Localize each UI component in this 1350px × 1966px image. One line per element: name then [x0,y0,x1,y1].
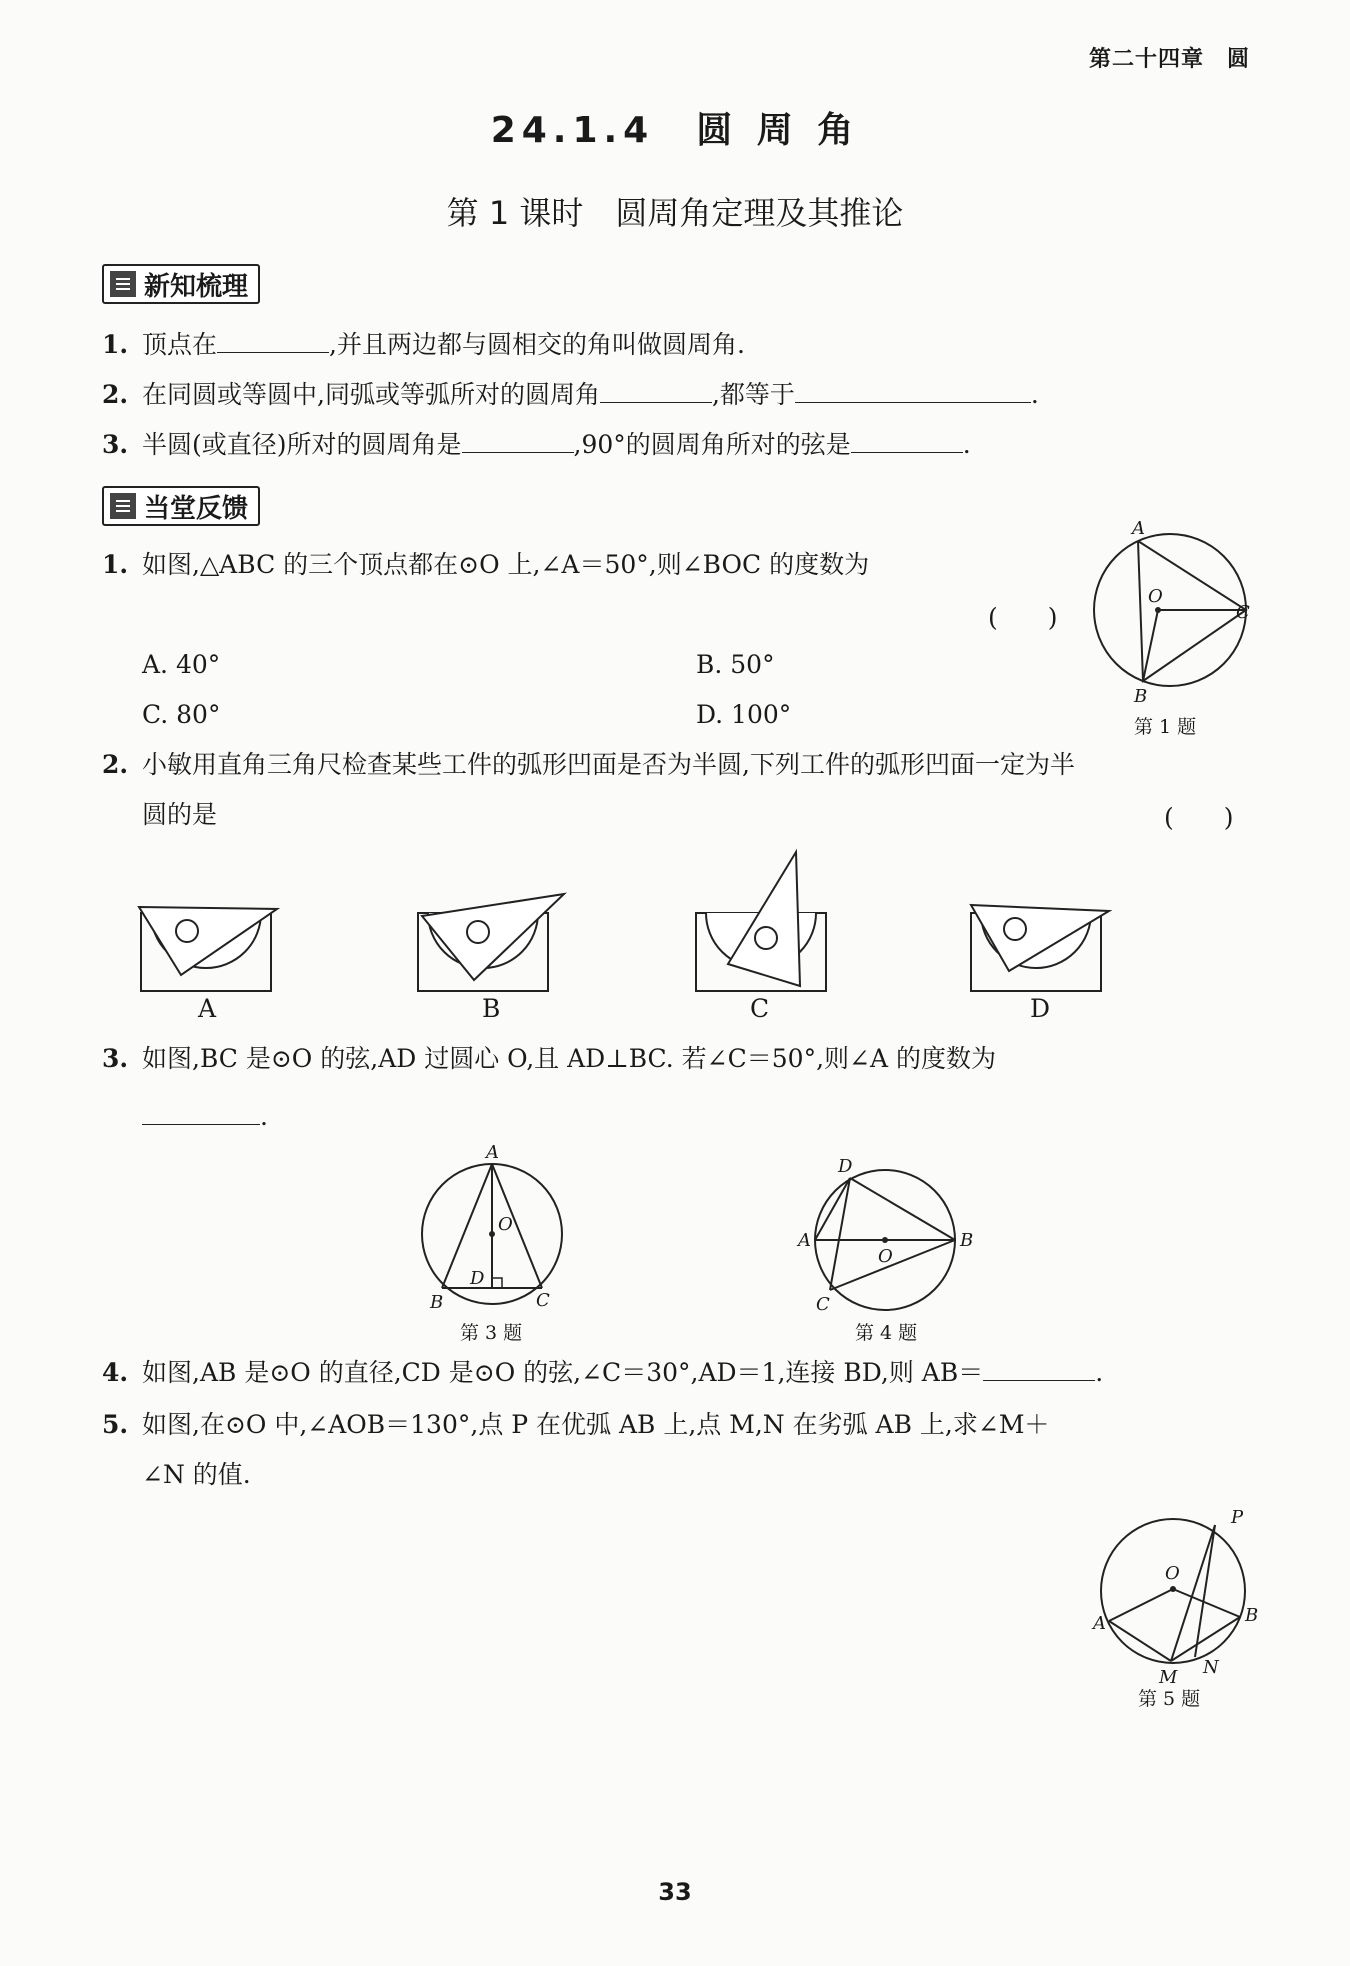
question-3 [102,1042,996,1076]
figure-q1 [1080,520,1260,720]
caption-q3: 第 3 题 [460,1322,523,1344]
caption-q1: 第 1 题 [1134,716,1197,738]
question-5-line-2: ∠N 的值. [142,1460,251,1489]
label-p: P [1231,1507,1244,1528]
label-d: D [470,1268,485,1289]
question-text: 如图,△ABC 的三个顶点都在⊙O 上,∠A＝50°,则∠BOC 的度数为 [142,550,870,579]
book-icon [110,271,136,297]
item-number: 3. [102,430,129,459]
question-3-answer [142,1100,268,1134]
answer-paren[interactable]: ( ) [988,603,1058,632]
label-b: B [960,1230,974,1251]
item-text: 在同圆或等圆中,同弧或等弧所对的圆周角 [142,380,600,409]
question-text: 如图,AB 是⊙O 的直径,CD 是⊙O 的弦,∠C＝30°,AD＝1,连接 BD,则 AB＝ [142,1358,984,1387]
question-number: 5. [102,1410,129,1439]
answer-blank[interactable] [600,378,712,403]
item-text: . [1030,380,1039,409]
figure-q5 [1085,1505,1265,1690]
label-figure-b: B [482,994,501,1023]
label-a: A [1093,1613,1106,1634]
figure-q2-d [965,895,1115,995]
label-o: O [1148,586,1163,607]
section-knowledge-label: 新知梳理 [144,271,249,302]
pencil-icon [110,493,136,519]
label-figure-a: A [198,994,217,1023]
caption-q4: 第 4 题 [855,1322,918,1344]
item-number: 1. [102,330,129,359]
item-text: ,都等于 [711,380,795,409]
label-a: A [798,1230,811,1251]
question-text: 如图,BC 是⊙O 的弦,AD 过圆心 O,且 AD⊥BC. 若∠C＝50°,则∠A 的度数为 [142,1044,996,1073]
section-knowledge [102,264,260,304]
label-b: B [1134,686,1148,707]
section-feedback [102,486,260,526]
lesson-subtitle: 第 1 课时 圆周角定理及其推论 [446,194,904,232]
item-text: 顶点在 [142,330,218,359]
label-n: N [1203,1657,1219,1678]
question-2 [102,748,1075,782]
answer-blank[interactable] [462,428,574,453]
answer-blank[interactable] [142,1100,260,1125]
item-number: 2. [102,380,129,409]
item-text: 半圆(或直径)所对的圆周角是 [142,430,462,459]
item-text: ,90°的圆周角所对的弦是 [573,430,851,459]
label-c: C [816,1294,830,1315]
caption-q5: 第 5 题 [1138,1688,1201,1710]
knowledge-item-2 [102,378,1039,412]
label-c: C [536,1290,550,1311]
figure-q4 [790,1150,990,1320]
label-o: O [878,1246,893,1267]
label-figure-c: C [750,994,770,1023]
figure-q3 [410,1140,580,1320]
question-5 [102,1408,1049,1442]
answer-blank[interactable] [795,378,1031,403]
chapter-header: 第二十四章 圆 [1088,47,1250,72]
question-text: 小敏用直角三角尺检查某些工件的弧形凹面是否为半圆,下列工件的弧形凹面一定为半 [142,750,1075,779]
option-a[interactable]: A. 40° [142,650,221,679]
question-number: 2. [102,750,129,779]
knowledge-item-1 [102,328,745,362]
figure-q2-a [135,895,285,995]
label-b: B [430,1292,444,1313]
end-mark: . [260,1102,268,1131]
answer-blank[interactable] [217,328,329,353]
label-c: C [1236,602,1250,623]
item-text: ,并且两边都与圆相交的角叫做圆周角. [329,330,745,359]
center-point [1155,607,1161,613]
label-a: A [486,1142,499,1163]
label-m: M [1159,1667,1178,1688]
option-b[interactable]: B. 50° [696,650,775,679]
label-o: O [498,1214,513,1235]
figure-q2-c [690,848,830,995]
label-o: O [1165,1563,1180,1584]
figure-q2-b [412,890,572,995]
question-1 [102,548,869,582]
question-text: 如图,在⊙O 中,∠AOB＝130°,点 P 在优弧 AB 上,点 M,N 在劣弧 AB 上,求∠M＋ [142,1410,1050,1439]
lesson-title: 24.1.4 圆 周 角 [490,110,860,151]
item-text: . [962,430,971,459]
answer-paren[interactable]: ( ) [1164,803,1234,832]
page-number: 33 [658,1878,692,1906]
option-d[interactable]: D. 100° [696,700,792,729]
label-d: D [838,1156,853,1177]
label-a: A [1132,520,1145,539]
segment-ob [1143,610,1158,681]
question-4 [102,1356,1103,1390]
knowledge-item-3 [102,428,971,462]
question-number: 3. [102,1044,129,1073]
question-number: 1. [102,550,129,579]
answer-blank[interactable] [851,428,963,453]
section-feedback-label: 当堂反馈 [144,493,249,524]
question-number: 4. [102,1358,129,1387]
answer-blank[interactable] [983,1356,1095,1381]
end-mark: . [1095,1358,1104,1387]
option-c[interactable]: C. 80° [142,700,221,729]
question-2-line-2: 圆的是 [142,800,218,829]
label-b: B [1245,1605,1259,1626]
label-figure-d: D [1030,994,1051,1023]
